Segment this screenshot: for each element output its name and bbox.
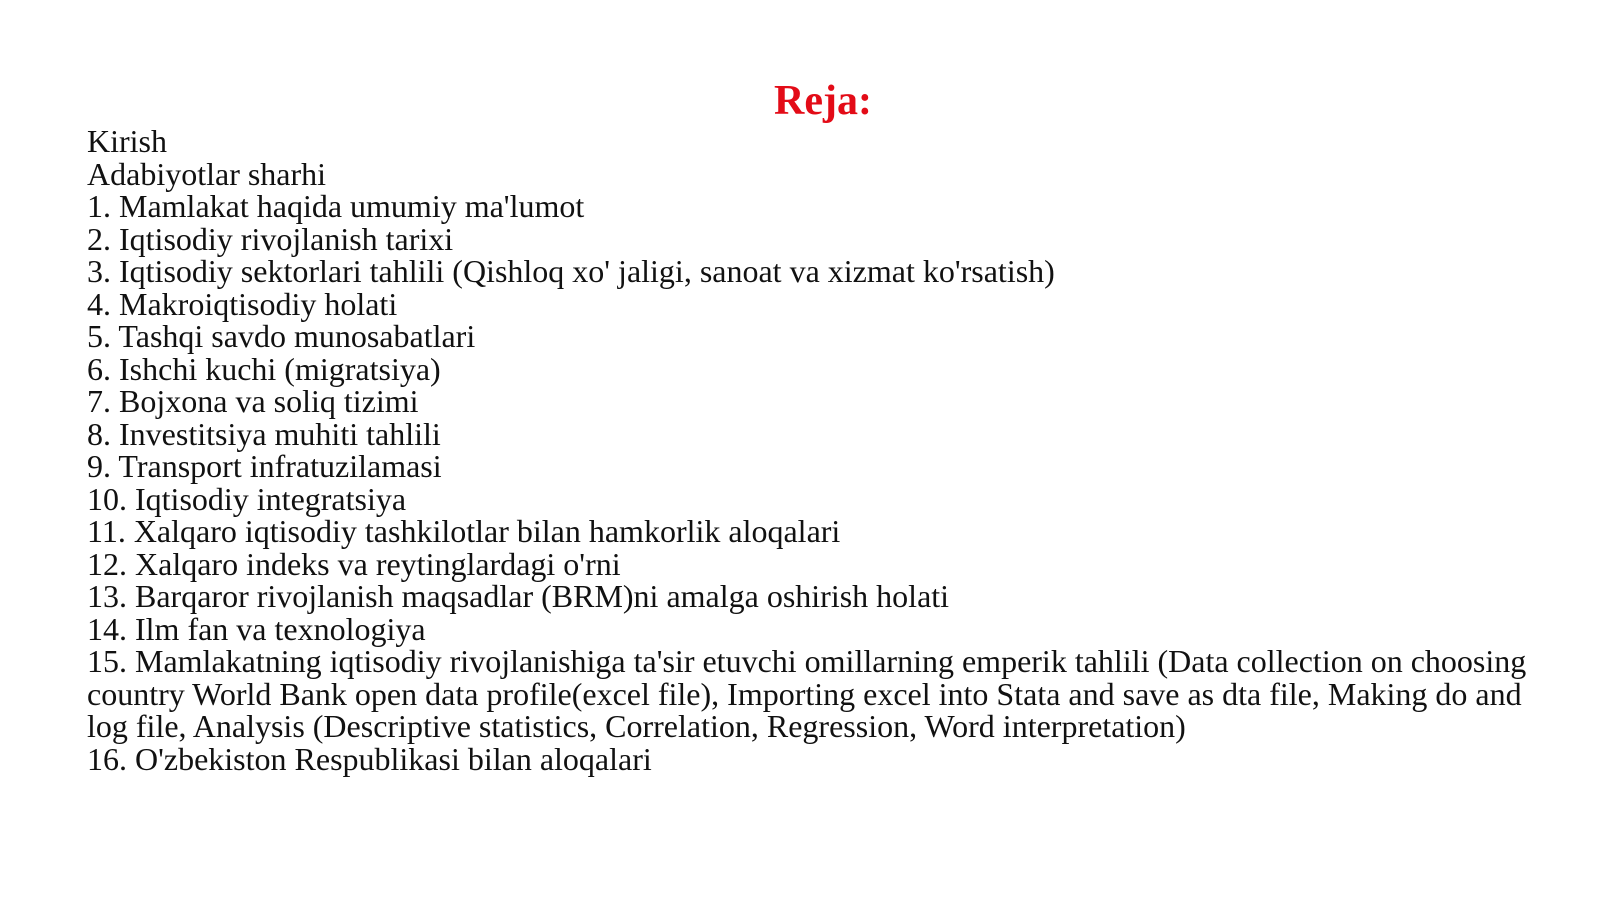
outline-item: 6. Ishchi kuchi (migratsiya) <box>87 350 441 387</box>
outline-item: Adabiyotlar sharhi <box>87 155 327 192</box>
outline-item: 5. Tashqi savdo munosabatlari <box>87 318 476 354</box>
outline-item: Kirish <box>87 123 167 159</box>
outline-item: 8. Investitsiya muhiti tahlili <box>87 415 441 452</box>
outline-item: 16. O'zbekiston Respublikasi bilan aloqalari <box>87 740 652 777</box>
outline-item: 12. Xalqaro indeks va reytinglardagi o'rni <box>87 545 621 582</box>
outline-item: 1. Mamlakat haqida umumiy ma'lumot <box>87 188 585 224</box>
outline-item: 11. Xalqaro iqtisodiy tashkilotlar bilan hamkorlik aloqalari <box>87 513 841 549</box>
slide-title: Reja: <box>774 78 872 124</box>
outline-list <box>87 125 1527 775</box>
outline-item: 7. Bojxona va soliq tizimi <box>87 383 419 419</box>
outline-item: 14. Ilm fan va texnologiya <box>87 610 426 647</box>
outline-item: 10. Iqtisodiy integratsiya <box>87 480 407 517</box>
outline-item: 2. Iqtisodiy rivojlanish tarixi <box>87 220 454 257</box>
outline-item: 3. Iqtisodiy sektorlari tahlili (Qishloq xo' jaligi, sanoat va xizmat ko'rsatish) <box>87 253 1055 289</box>
outline-item: 15. Mamlakatning iqtisodiy rivojlanishiga ta'sir etuvchi omillarning emperik tahlili (Data collection on choosing country World Bank open data profile(excel file), Importing excel into Stata and save as dta file, Making do and log file, Analysis (Descriptive statistics, Correlation, Regression, Word interpretation) <box>87 643 1527 744</box>
outline-item: 13. Barqaror rivojlanish maqsadlar (BRM)ni amalga oshirish holati <box>87 578 950 614</box>
outline-item: 4. Makroiqtisodiy holati <box>87 285 398 322</box>
outline-item: 9. Transport infratuzilamasi <box>87 448 442 484</box>
